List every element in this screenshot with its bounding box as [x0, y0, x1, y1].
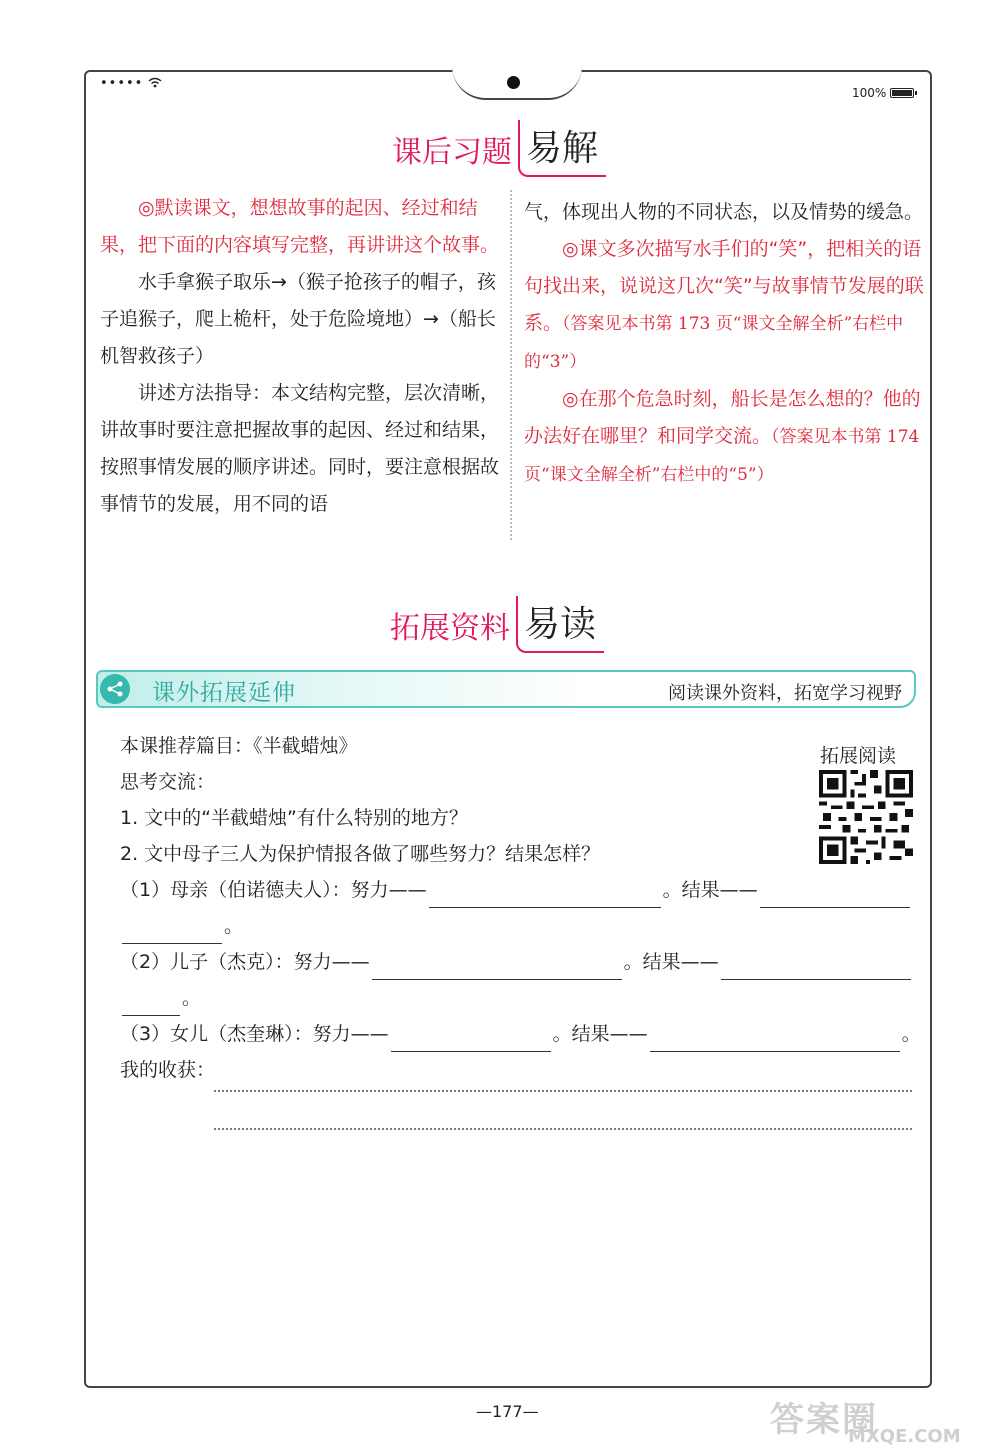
think-question-1: 1. 文中的“半截蜡烛”有什么特别的地方？ — [120, 807, 468, 829]
answer-row-mother-cont — [120, 908, 920, 944]
battery-percent: 100% — [852, 86, 887, 100]
left-column — [100, 190, 500, 523]
method-continued: 气，体现出人物的不同状态，以及情势的缓急。 — [524, 201, 924, 223]
camera-icon — [507, 76, 520, 89]
status-battery — [852, 86, 914, 100]
share-icon — [100, 674, 130, 704]
page-number: —177— — [476, 1402, 539, 1421]
question-3 — [524, 381, 924, 494]
answer-1: 水手拿猴子取乐→（猴子抢孩子的帽子，孩子追猴子，爬上桅杆，处于危险境地）→（船长机智救孩子） — [100, 271, 496, 367]
harvest-line-2[interactable] — [214, 1128, 912, 1130]
question-2-note: （答案见本书第 173 页“课文全解全析”右栏中的“3”） — [524, 314, 904, 372]
answer-row-son — [120, 944, 920, 980]
section-title-extension — [390, 596, 604, 653]
right-column — [524, 194, 924, 494]
question-3-text: ◎在那个危急时刻，船长是怎么想的？他的办法好在哪里？和同学交流。 — [524, 388, 921, 447]
son-effort-label: （2）儿子（杰克）：努力—— — [120, 951, 370, 973]
mother-effort-label: （1）母亲（伯诺德夫人）：努力—— — [120, 879, 427, 901]
extension-banner — [96, 668, 916, 712]
daughter-end: 。 — [901, 1023, 921, 1045]
section-title-emphasis: 易读 — [516, 596, 604, 653]
think-heading: 思考交流： — [120, 771, 216, 793]
wifi-icon — [148, 77, 162, 88]
question-2-text: ◎课文多次描写水手们的“笑”，把相关的语句找出来，说说这几次“笑”与故事情节发展的联系。 — [524, 238, 924, 334]
watermark-url: MXQE.COM — [848, 1426, 961, 1447]
section-title-text: 课后习题 — [392, 134, 512, 170]
recommend-line: 本课推荐篇目：《半截蜡烛》 — [120, 735, 358, 757]
mother-result-label: 。结果—— — [662, 879, 758, 901]
banner-title: 课外拓展延伸 — [152, 680, 296, 706]
section-title-text: 拓展资料 — [390, 610, 510, 646]
daughter-result-blank[interactable] — [650, 1031, 900, 1052]
status-signal — [100, 76, 162, 91]
answer-row-mother — [120, 872, 920, 908]
son-end: 。 — [182, 987, 202, 1009]
signal-dots: ••••• — [100, 76, 149, 91]
qr-label: 拓展阅读 — [820, 745, 897, 767]
answer-row-daughter — [120, 1016, 920, 1052]
method-guide: 讲述方法指导：本文结构完整，层次清晰，讲故事时要注意把握故事的起因、经过和结果，按照事情发展的顺序讲述。同时，要注意根据故事情节的发展，用不同的语 — [100, 382, 500, 515]
section-title-emphasis: 易解 — [518, 120, 606, 177]
question-1: ◎默读课文，想想故事的起因、经过和结果，把下面的内容填写完整，再讲讲这个故事。 — [100, 197, 500, 256]
son-result-label: 。结果—— — [623, 951, 719, 973]
question-3-note: （答案见本书第 174 页“课文全解全析”右栏中的“5”） — [524, 427, 920, 485]
column-divider — [510, 190, 512, 540]
section-title-exercises — [392, 120, 606, 177]
extension-content — [120, 728, 920, 1088]
banner-subtitle: 阅读课外资料，拓宽学习视野 — [668, 683, 902, 704]
mother-effort-blank[interactable] — [429, 887, 661, 908]
qr-code-icon[interactable] — [818, 770, 914, 864]
son-result-blank[interactable] — [721, 959, 911, 980]
son-effort-blank[interactable] — [372, 959, 622, 980]
question-2 — [524, 231, 924, 381]
daughter-result-label: 。结果—— — [552, 1023, 648, 1045]
mother-end: 。 — [224, 915, 244, 937]
watermark-logo: 答案圈 — [770, 1400, 878, 1440]
mother-result-blank-cont[interactable] — [122, 923, 222, 944]
think-question-2: 2. 文中母子三人为保护情报各做了哪些努力？结果怎样？ — [120, 843, 601, 865]
daughter-effort-label: （3）女儿（杰奎琳）：努力—— — [120, 1023, 389, 1045]
mother-result-blank[interactable] — [760, 887, 910, 908]
daughter-effort-blank[interactable] — [391, 1031, 551, 1052]
son-result-blank-cont[interactable] — [122, 995, 180, 1016]
harvest-label: 我的收获： — [120, 1059, 216, 1081]
battery-icon — [890, 88, 914, 98]
answer-row-son-cont — [120, 980, 920, 1016]
harvest-line-1[interactable] — [214, 1090, 912, 1092]
